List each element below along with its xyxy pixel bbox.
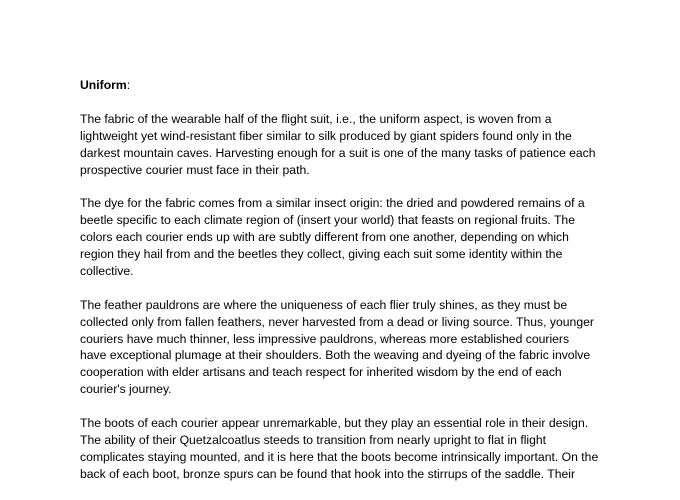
paragraph-line: courier's journey.: [80, 382, 172, 397]
paragraph-line: prospective courier must face in their path.: [80, 162, 310, 177]
paragraph-line: collected only from fallen feathers, never harvested from a dead or living source. Thus, younger: [80, 314, 594, 329]
paragraph-line: region they hail from and the beetles they collect, giving each suit some identity within the: [80, 247, 563, 262]
section-heading: [80, 77, 625, 94]
section-heading-colon: :: [126, 78, 131, 92]
paragraph-line: The dye for the fabric comes from a similar insect origin: the dried and powdered remains of a: [80, 196, 585, 211]
paragraph-line: beetle specific to each climate region of (insert your world) that feasts on regional fruits. The: [80, 213, 575, 228]
paragraph-line: complicates staying mounted, and it is here that the boots become intrinsically important. On the: [80, 449, 599, 464]
section-heading-text: Uniform: [80, 78, 127, 92]
paragraph-line: colors each courier ends up with are subtly different from one another, depending on which: [80, 230, 569, 245]
paragraph-line: lightweight yet wind-resistant fiber similar to silk produced by giant spiders found only in the: [80, 128, 572, 143]
paragraph-line: have exceptional plumage at their shoulders. Both the weaving and dyeing of the fabric involve: [80, 348, 591, 363]
paragraph-line: The fabric of the wearable half of the flight suit, i.e., the uniform aspect, is woven from a: [80, 111, 552, 126]
paragraph: [80, 297, 625, 398]
paragraph-line: The ability of their Quetzalcoatlus steeds to transition from nearly upright to flat in flight: [80, 432, 547, 447]
paragraph-line: darkest mountain caves. Harvesting enough for a suit is one of the many tasks of patience each: [80, 145, 596, 160]
paragraph-line: collective.: [80, 263, 134, 278]
paragraph-list: [80, 111, 625, 483]
paragraph-line: The feather pauldrons are where the uniqueness of each flier truly shines, as they must be: [80, 297, 568, 312]
paragraph: [80, 195, 625, 280]
paragraph-line: couriers have much thinner, less impressive pauldrons, whereas more established couriers: [80, 331, 570, 346]
paragraph: [80, 111, 625, 179]
paragraph-line: back of each boot, bronze spurs can be found that hook into the stirrups of the saddle. Their: [80, 466, 576, 481]
paragraph-line: cooperation with elder artisans and teach respect for inherited wisdom by the end of each: [80, 365, 562, 380]
paragraph: [80, 415, 625, 483]
paragraph-line: The boots of each courier appear unremarkable, but they play an essential role in their design.: [80, 416, 589, 431]
document-body: [80, 77, 625, 500]
